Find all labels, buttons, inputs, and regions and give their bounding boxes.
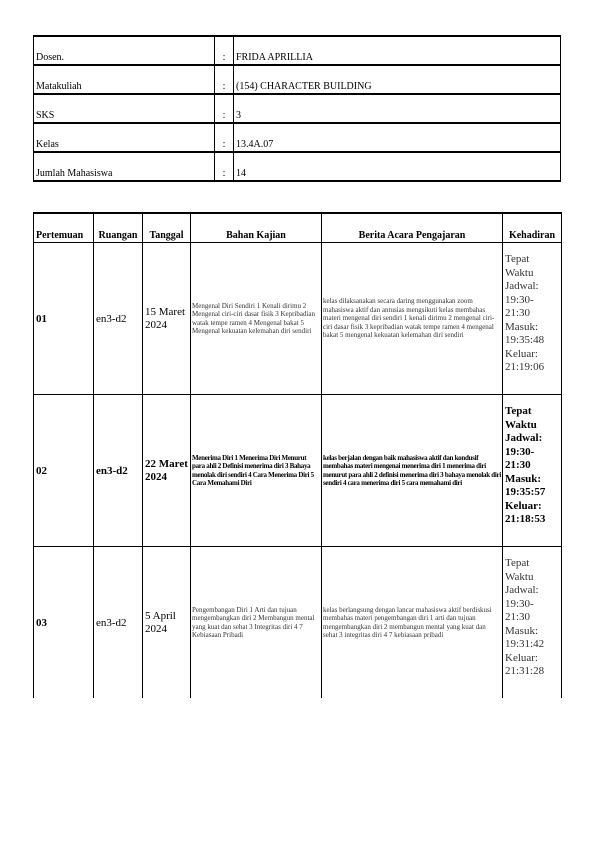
kehadiran-line: Jadwal:	[505, 280, 539, 292]
info-colon: :	[215, 152, 234, 181]
info-row-sks	[34, 94, 561, 123]
header-kehadiran: Kehadiran	[503, 213, 562, 243]
kehadiran-line: Waktu	[505, 266, 534, 279]
kehadiran-line: 21:18:53	[505, 513, 546, 525]
info-colon: :	[215, 36, 234, 65]
kehadiran-line: 19:30-	[505, 445, 535, 458]
kehadiran-line: 19:35:57	[505, 486, 546, 498]
table-row	[34, 547, 562, 699]
info-value: 13.4A.07	[234, 123, 561, 152]
info-label: SKS	[34, 94, 215, 123]
kehadiran-line: Masuk:	[505, 320, 538, 333]
header-pertemuan: Pertemuan	[34, 213, 94, 243]
ruangan-cell: en3-d2	[94, 243, 143, 395]
ruangan-cell: en3-d2	[94, 395, 143, 547]
pertemuan-cell: 01	[34, 243, 94, 395]
bahan-kajian-cell: Mengenal Diri Sendiri 1 Kenali dirimu 2 Mengenal ciri-ciri dasar fisik 3 Kepribadian watak tempe ramen 4 Mengenal bakat 5 Mengenal kekuatan kelemahan diri sendiri	[191, 243, 322, 395]
header-ruangan: Ruangan	[94, 213, 143, 243]
info-colon: :	[215, 65, 234, 94]
kehadiran-line: Waktu	[505, 418, 537, 431]
info-value: 3	[234, 94, 561, 123]
header-tanggal: Tanggal	[143, 213, 191, 243]
kehadiran-line: Jadwal:	[505, 432, 543, 444]
header-bahan-kajian: Bahan Kajian	[191, 213, 322, 243]
info-label: Jumlah Mahasiswa	[34, 152, 215, 181]
kehadiran-cell	[503, 243, 562, 395]
pertemuan-cell: 03	[34, 547, 94, 699]
course-info-table	[33, 35, 561, 182]
info-row-jumlah-mahasiswa	[34, 152, 561, 181]
kehadiran-line: 19:30-	[505, 293, 534, 306]
info-row-dosen	[34, 36, 561, 65]
attendance-header-row	[34, 213, 562, 243]
pertemuan-cell: 02	[34, 395, 94, 547]
kehadiran-line: Masuk:	[505, 472, 542, 485]
info-label: Dosen.	[34, 36, 215, 65]
info-value: (154) CHARACTER BUILDING	[234, 65, 561, 94]
tanggal-cell: 22 Maret 2024	[143, 395, 191, 547]
kehadiran-line: 21:31:28	[505, 665, 545, 677]
berita-acara-cell: kelas berlangsung dengan lancar mahasiswa aktif berdiskusi membahas materi pengembangan diri 1 arti dan tujuan mengembangkan diri 2 membangun mental yang kuat dan sehat 3 integritas diri 4 7 kebiasaan pribadi	[322, 547, 503, 699]
kehadiran-line: 19:30-	[505, 597, 534, 610]
kehadiran-line: 21:30	[505, 307, 531, 319]
table-row	[34, 395, 562, 547]
kehadiran-line: Tepat	[505, 253, 530, 265]
kehadiran-line: 21:30	[505, 611, 531, 623]
kehadiran-line: Jadwal:	[505, 584, 539, 596]
kehadiran-line: 21:30	[505, 459, 531, 471]
kehadiran-line: 19:31:42	[505, 638, 545, 650]
info-colon: :	[215, 123, 234, 152]
bahan-kajian-cell: Menerima Diri 1 Menerima Diri Menurut para ahli 2 Definisi menerima diri 3 Bahaya menolak diri sendiri 4 Cara Menerima Diri 5 Cara Memahami Diri	[191, 395, 322, 547]
table-row	[34, 243, 562, 395]
kehadiran-line: Keluar:	[505, 499, 542, 512]
kehadiran-line: Tepat	[505, 557, 530, 569]
kehadiran-cell	[503, 395, 562, 547]
kehadiran-line: 21:19:06	[505, 361, 545, 373]
kehadiran-line: Keluar:	[505, 347, 538, 360]
kehadiran-line: Waktu	[505, 570, 534, 583]
ruangan-cell: en3-d2	[94, 547, 143, 699]
berita-acara-cell: kelas berjalan dengan baik mahasiswa aktif dan kondusif membahas materi mengenai menerima diri 1 menerima diri menurut para ahli 2 definisi menerima diri 3 bahaya menolak diri sendiri 4 cara menerima diri 5 cara memahami diri	[322, 395, 503, 547]
tanggal-cell: 15 Maret 2024	[143, 243, 191, 395]
tanggal-cell: 5 April 2024	[143, 547, 191, 699]
attendance-table	[33, 212, 562, 698]
kehadiran-line: 19:35:48	[505, 334, 545, 346]
info-row-matakuliah	[34, 65, 561, 94]
info-value: FRIDA APRILLIA	[234, 36, 561, 65]
bahan-kajian-cell: Pengembangan Diri 1 Arti dan tujuan mengembangkan diri 2 Membangun mental yang kuat dan sehat 3 Integritas diri 4 7 Kebiasaan Pribadi	[191, 547, 322, 699]
kehadiran-line: Keluar:	[505, 651, 538, 664]
kehadiran-line: Tepat	[505, 405, 532, 417]
kehadiran-line: Masuk:	[505, 624, 538, 637]
info-row-kelas	[34, 123, 561, 152]
info-value: 14	[234, 152, 561, 181]
info-label: Kelas	[34, 123, 215, 152]
info-label: Matakuliah	[34, 65, 215, 94]
header-berita-acara: Berita Acara Pengajaran	[322, 213, 503, 243]
info-colon: :	[215, 94, 234, 123]
berita-acara-cell: kelas dilaksanakan secara daring menggunakan zoom mahasiswa aktif dan antusias mengsikuti kelas membahas materi mengenal diri sendiri 1 kenali dirimu 2 mengenal ciri-ciri dasar fisik 3 kepribadian watak tempe ramen 4 mengenal bakat 5 mengenal kekuatan kelemahan diri sendiri	[322, 243, 503, 395]
kehadiran-cell	[503, 547, 562, 699]
